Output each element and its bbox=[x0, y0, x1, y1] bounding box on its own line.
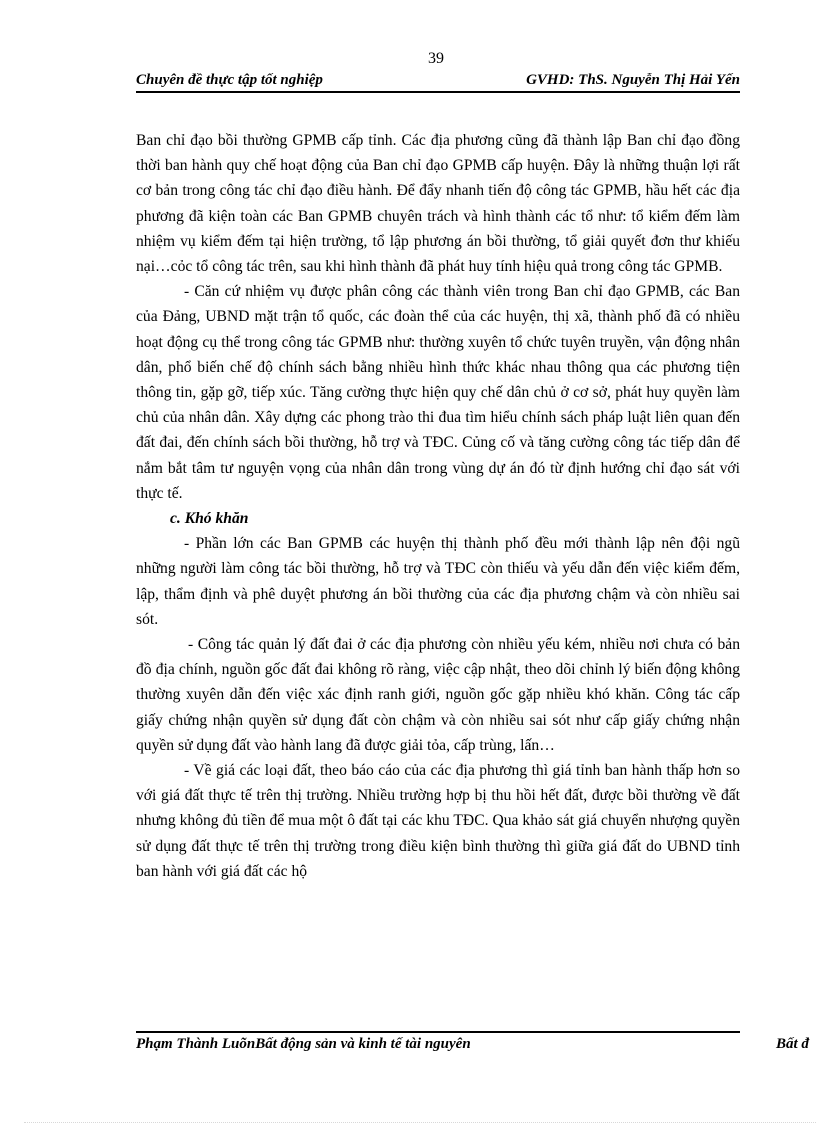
paragraph-3: - Phần lớn các Ban GPMB các huyện thị thành phố đều mới thành lập nên đội ngũ những người làm công tác bồi thường, hỗ trợ và TĐC còn thiếu và yếu dẫn đến việc kiểm đếm, lập, thẩm định và phê duyệt phương án bồi thường của các địa phương chậm và còn nhiều sai sót. bbox=[136, 535, 740, 628]
page-content bbox=[136, 128, 740, 884]
header-title: Chuyên đề thực tập tốt nghiệp bbox=[136, 72, 323, 88]
footer-divider bbox=[136, 1031, 740, 1033]
page-header bbox=[136, 72, 740, 93]
page-number: 39 bbox=[428, 50, 444, 67]
section-heading: c. Khó khăn bbox=[170, 510, 249, 528]
paragraph-2: - Căn cứ nhiệm vụ được phân công các thành viên trong Ban chỉ đạo GPMB, các Ban của Đảng, UBND mặt trận tổ quốc, các đoàn thể của các huyện, thị xã, thành phố đã có nhiều hoạt động cụ thể trong công tác GPMB như: thường xuyên tổ chức tuyên truyền, vận động nhân dân, phổ biến chế độ chính sách bằng nhiều hình thức khác nhau thông qua các phương tiện thông tin, gặp gỡ, tiếp xúc. Tăng cường thực hiện quy chế dân chủ ở cơ sở, phát huy quyền làm chủ của nhân dân. Xây dựng các phong trào thi đua tìm hiểu chính sách pháp luật liên quan đến đất đai, đến chính sách bồi thường, hỗ trợ và TĐC. Củng cố và tăng cường công tác tiếp dân để nắm bắt tâm tư nguyện vọng của nhân dân trong vùng dự án đó từ định hướng chỉ đạo sát với thực tế. bbox=[136, 283, 740, 502]
footer-truncated-text: Bất đ bbox=[776, 1036, 809, 1052]
footer-author: Phạm Thành LuõnBất động sản và kinh tế tài nguyên bbox=[136, 1036, 471, 1052]
header-advisor: GVHD: ThS. Nguyễn Thị Hải Yến bbox=[526, 72, 740, 88]
paragraph-5: - Về giá các loại đất, theo báo cáo của các địa phương thì giá tỉnh ban hành thấp hơn so với giá đất thực tế trên thị trường. Nhiều trường hợp bị thu hồi hết đất, được bồi thường về đất nhưng không đủ tiền để mua một ô đất tại các khu TĐC. Qua khảo sát giá chuyển nhượng quyền sử dụng đất thực tế trên thị trường trong điều kiện bình thường thì giữa giá đất do UBND tỉnh ban hành với giá đất các hộ bbox=[136, 762, 740, 880]
paragraph-1: Ban chỉ đạo bồi thường GPMB cấp tỉnh. Các địa phương cũng đã thành lập Ban chỉ đạo đồng thời ban hành quy chế hoạt động của Ban chỉ đạo GPMB cấp huyện. Đây là những thuận lợi rất cơ bản trong công tác chỉ đạo điều hành. Để đẩy nhanh tiến độ công tác GPMB, hầu hết các địa phương đã kiện toàn các Ban GPMB chuyên trách và hình thành các tổ như: tổ kiểm đếm làm nhiệm vụ kiểm đếm tại hiện trường, tổ lập phương án bồi thường, tổ giải quyết đơn thư khiếu nại…cỏc tổ công tác trên, sau khi hình thành đã phát huy tính hiệu quả trong công tác GPMB. bbox=[136, 132, 740, 276]
paragraph-4: - Công tác quản lý đất đai ở các địa phương còn nhiều yếu kém, nhiều nơi chưa có bản đồ địa chính, nguồn gốc đất đai không rõ ràng, việc cập nhật, theo dõi chỉnh lý biến động không thường xuyên dẫn đến việc xác định ranh giới, nguồn gốc gặp nhiều khó khăn. Công tác cấp giấy chứng nhận quyền sử dụng đất còn chậm và còn nhiều sai sót như cấp giấy chứng nhận quyền sử dụng đất vào hành lang đã được giải tỏa, cấp trùng, lấn… bbox=[136, 636, 740, 754]
page-footer bbox=[136, 1036, 816, 1053]
